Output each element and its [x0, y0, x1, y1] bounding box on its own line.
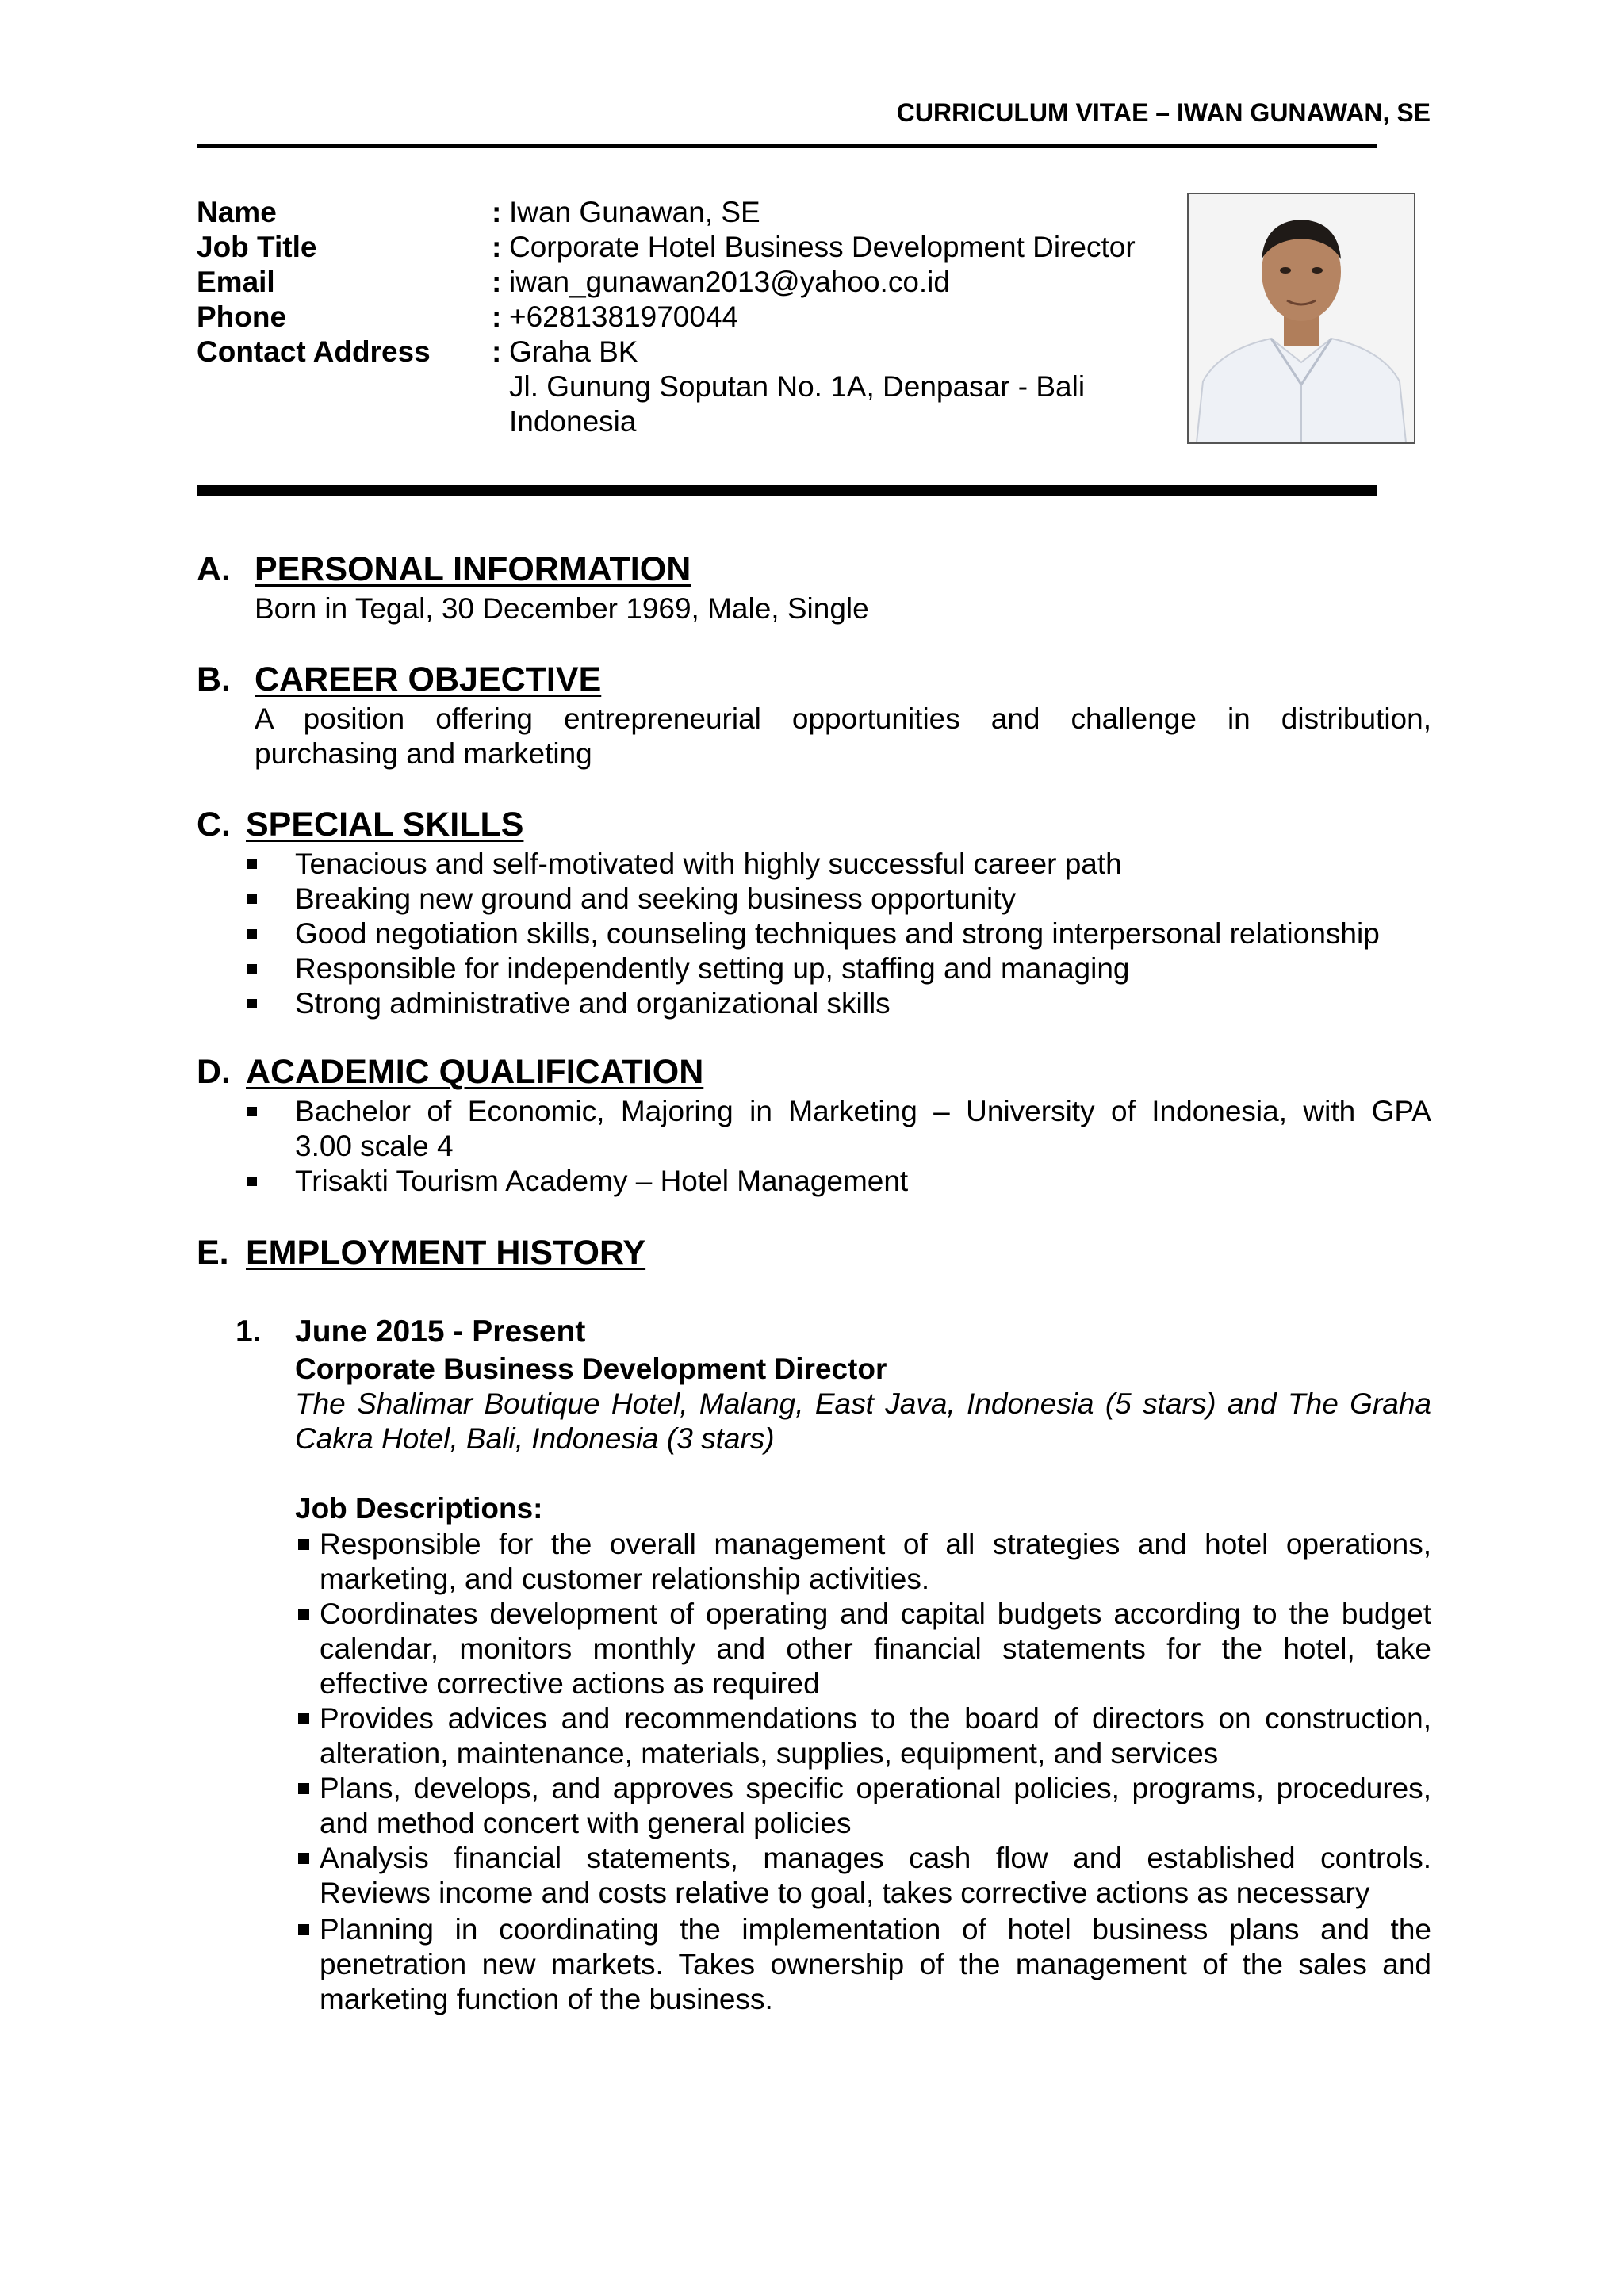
duty-line: Reviews income and costs relative to goal, takes corrective actions as necessary [320, 1877, 1370, 1909]
contact-label: Name [197, 196, 277, 228]
contact-label: Phone [197, 300, 287, 333]
section-title-academic-qualification: ACADEMIC QUALIFICATION [246, 1053, 704, 1091]
contact-divider [197, 485, 1377, 496]
bullet-icon [247, 894, 257, 904]
contact-colon: : [492, 231, 502, 263]
bullet-icon [298, 1783, 309, 1794]
contact-colon: : [492, 266, 502, 298]
section-title-employment-history: EMPLOYMENT HISTORY [246, 1234, 646, 1272]
duty-line: Plans, develops, and approves specific operational policies, programs, procedures, [320, 1772, 1431, 1804]
duty-line: Planning in coordinating the implementation of hotel business plans and the [320, 1913, 1431, 1946]
duty-line: marketing function of the business. [320, 1983, 773, 2015]
skill-item: Breaking new ground and seeking business opportunity [295, 882, 1017, 915]
skill-item: Strong administrative and organizational skills [295, 987, 891, 1020]
contact-value: Iwan Gunawan, SE [509, 196, 760, 228]
section-letter: E. [197, 1234, 229, 1272]
duty-line: calendar, monitors monthly and other financial statements for the hotel, take [320, 1632, 1431, 1665]
document-header-title: CURRICULUM VITAE – IWAN GUNAWAN, SE [896, 98, 1431, 127]
job-position: Corporate Business Development Director [295, 1353, 887, 1385]
contact-label: Email [197, 266, 275, 298]
duty-line: marketing, and customer relationship activities. [320, 1563, 930, 1595]
bullet-icon [247, 964, 257, 974]
contact-label: Job Title [197, 231, 317, 263]
academic-item-line: 3.00 scale 4 [295, 1130, 454, 1162]
section-letter: B. [197, 660, 231, 698]
duty-line: Coordinates development of operating and capital budgets according to the budget [320, 1598, 1431, 1630]
job-descriptions-title: Job Descriptions: [295, 1492, 543, 1525]
section-letter: A. [197, 550, 231, 588]
contact-label: Contact Address [197, 335, 431, 368]
section-letter: C. [197, 806, 231, 844]
bullet-icon [298, 1853, 309, 1864]
contact-colon: : [492, 196, 502, 228]
contact-value: iwan_gunawan2013@yahoo.co.id [509, 266, 950, 298]
profile-photo [1187, 193, 1415, 444]
job-company-line: The Shalimar Boutique Hotel, Malang, East Java, Indonesia (5 stars) and The Graha [295, 1387, 1431, 1420]
duty-line: Responsible for the overall management of all strategies and hotel operations, [320, 1528, 1431, 1560]
objective-line: A position offering entrepreneurial opportunities and challenge in distribution, [255, 702, 1431, 735]
address-line: Indonesia [509, 405, 637, 438]
duty-line: effective corrective actions as required [320, 1667, 820, 1700]
bullet-icon [298, 1539, 309, 1550]
duty-line: penetration new markets. Takes ownership of the management of the sales and [320, 1948, 1431, 1980]
academic-item-line: Trisakti Tourism Academy – Hotel Management [295, 1165, 909, 1197]
bullet-icon [298, 1924, 309, 1935]
bullet-icon [247, 999, 257, 1008]
bullet-icon [298, 1609, 309, 1620]
header-divider [197, 144, 1377, 148]
bullet-icon [247, 1177, 257, 1186]
bullet-icon [247, 1107, 257, 1116]
duty-line: Analysis financial statements, manages cash flow and established controls. [320, 1842, 1431, 1874]
bullet-icon [247, 859, 257, 869]
bullet-icon [247, 929, 257, 939]
section-letter: D. [197, 1053, 231, 1091]
address-line: Jl. Gunung Soputan No. 1A, Denpasar - Bali [509, 370, 1086, 403]
profile-photo-illustration [1189, 194, 1414, 442]
contact-value: Corporate Hotel Business Development Director [509, 231, 1136, 263]
skill-item: Good negotiation skills, counseling techniques and strong interpersonal relationship [295, 917, 1380, 950]
duty-line: Provides advices and recommendations to the board of directors on construction, [320, 1702, 1431, 1735]
job-number: 1. [236, 1314, 262, 1349]
contact-value: +6281381970044 [509, 300, 739, 333]
duty-line: alteration, maintenance, materials, supplies, equipment, and services [320, 1737, 1219, 1770]
skill-item: Responsible for independently setting up, staffing and managing [295, 952, 1130, 985]
bullet-icon [298, 1713, 309, 1724]
section-title-special-skills: SPECIAL SKILLS [246, 806, 524, 844]
duty-line: and method concert with general policies [320, 1807, 852, 1839]
section-title-personal-information: PERSONAL INFORMATION [255, 550, 691, 588]
job-period: June 2015 - Present [295, 1314, 586, 1349]
contact-colon: : [492, 335, 502, 368]
skill-item: Tenacious and self-motivated with highly successful career path [295, 848, 1122, 880]
contact-colon: : [492, 300, 502, 333]
objective-line: purchasing and marketing [255, 737, 592, 770]
personal-info-text: Born in Tegal, 30 December 1969, Male, Single [255, 592, 869, 625]
job-company-line: Cakra Hotel, Bali, Indonesia (3 stars) [295, 1422, 775, 1455]
contact-value: Graha BK [509, 335, 638, 368]
academic-item-line: Bachelor of Economic, Majoring in Marketing – University of Indonesia, with GPA [295, 1095, 1431, 1127]
section-title-career-objective: CAREER OBJECTIVE [255, 660, 602, 698]
